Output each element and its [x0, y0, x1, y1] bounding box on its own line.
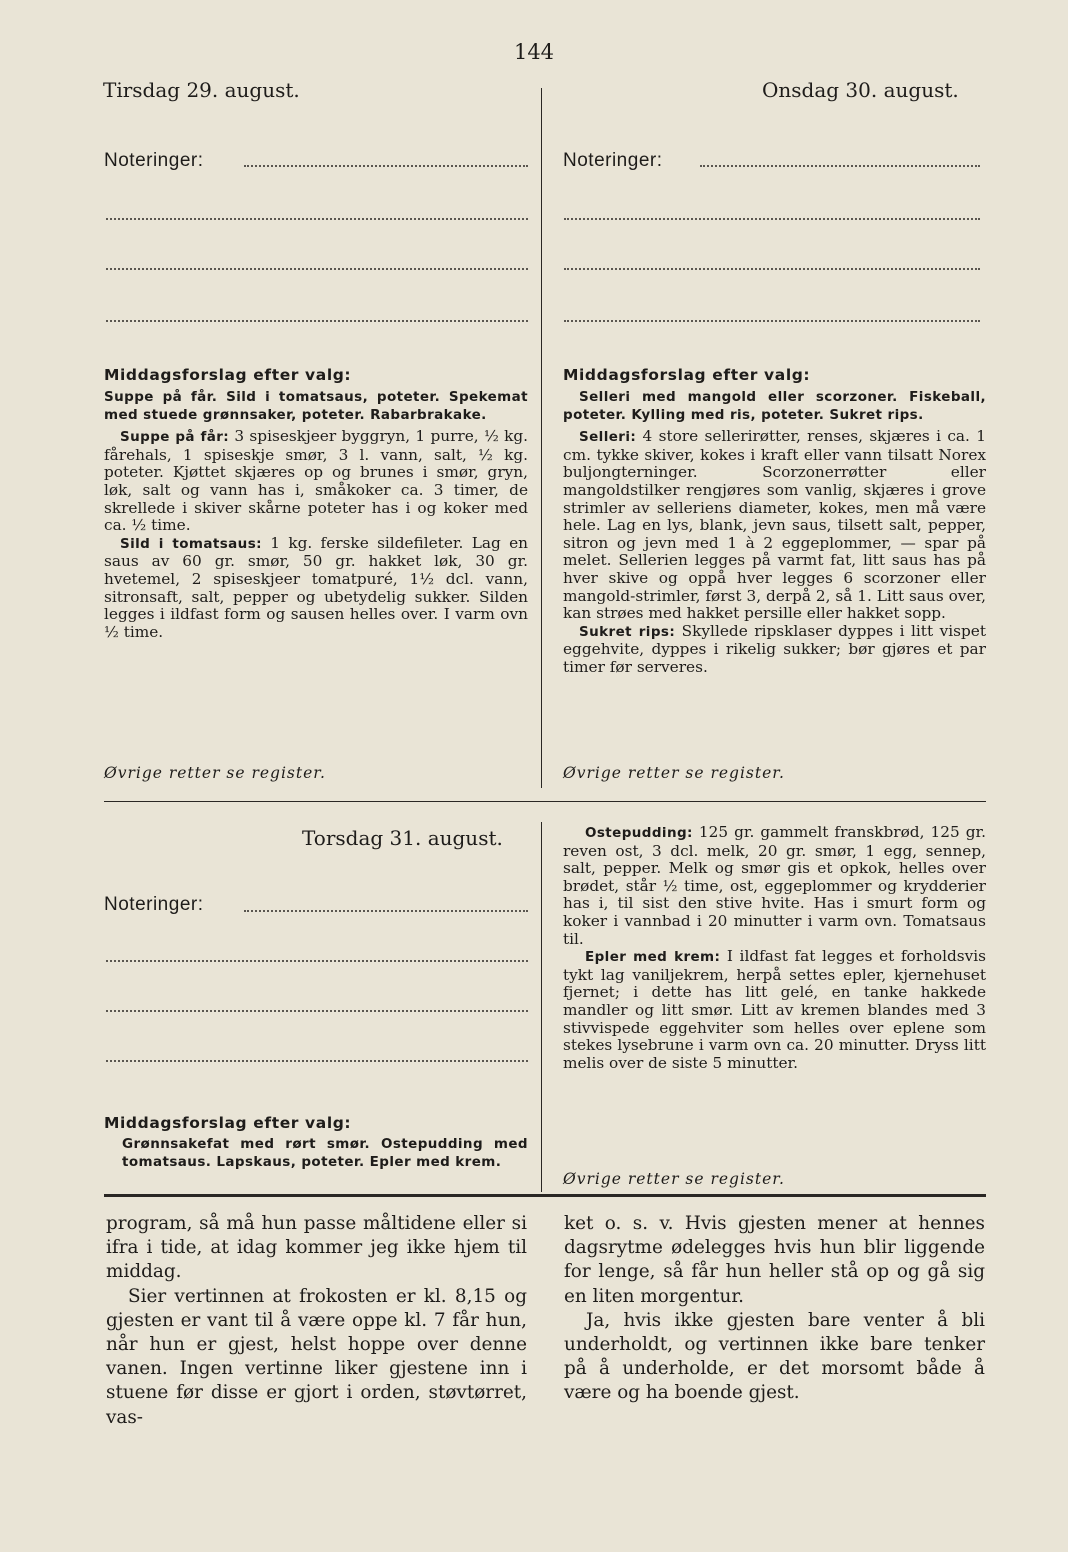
prose-right — [564, 1212, 985, 1406]
notes-label-thursday: Noteringer: — [104, 894, 204, 915]
other-dishes-tuesday: Øvrige retter se register. — [104, 764, 326, 782]
menu-summary-thursday: Grønnsakefat med rørt smør. Ostepudding med tomatsaus. Lapskaus, poteter. Epler med krem. — [122, 1136, 528, 1170]
day-title-thursday: Torsdag 31. august. — [302, 826, 503, 850]
column-divider-bottom — [541, 822, 542, 1192]
notes-line-tuesday-3[interactable] — [106, 268, 528, 270]
recipe-thursday-1 — [563, 824, 986, 948]
prose-right-paragraph-1: ket o. s. v. Hvis gjesten mener at hennes dagsrytme ødelegges hvis hun blir liggende for lenge, så får hun heller stå op og gå sig en liten morgentur. — [564, 1213, 985, 1307]
recipe-name: Sild i tomatsaus: — [120, 535, 262, 552]
menu-label-tuesday: Middagsforslag efter valg: — [104, 366, 352, 384]
notes-line-thursday-2[interactable] — [106, 960, 528, 962]
notes-line-wednesday-2[interactable] — [564, 218, 980, 220]
day-title-wednesday: Onsdag 30. august. — [762, 78, 959, 102]
recipe-text: 125 gr. gammelt franskbrød, 125 gr. reven ost, 3 dcl. melk, 20 gr. smør, 1 egg, sennep, salt, pepper. Melk og smør gis et opkok, helles over brødet, står ½ time, ost, eggeplommer og krydderier has i, til sist den stive hvite. Has i smurt form og koker i vannbad i 20 minutter i varm ovn. Tomatsaus til. — [563, 823, 986, 948]
menu-text-wednesday — [563, 389, 986, 677]
notes-line-wednesday-1[interactable] — [700, 165, 980, 167]
notes-line-thursday-4[interactable] — [106, 1060, 528, 1062]
column-divider-top — [541, 88, 542, 788]
recipe-wednesday-2 — [563, 623, 986, 677]
notes-line-wednesday-4[interactable] — [564, 320, 980, 322]
recipe-wednesday-1 — [563, 428, 986, 623]
notes-line-thursday-3[interactable] — [106, 1010, 528, 1012]
menu-summary-wednesday: Selleri med mangold eller scorzoner. Fiskeball, poteter. Kylling med ris, poteter. Sukret rips. — [563, 389, 986, 423]
notes-line-tuesday-4[interactable] — [106, 320, 528, 322]
day-title-tuesday: Tirsdag 29. august. — [103, 78, 300, 102]
section-divider — [104, 801, 986, 802]
notes-line-tuesday-2[interactable] — [106, 218, 528, 220]
recipe-name: Sukret rips: — [579, 623, 676, 640]
notes-line-thursday-1[interactable] — [244, 910, 528, 912]
prose-left — [106, 1212, 527, 1430]
notes-label-tuesday: Noteringer: — [104, 150, 204, 171]
other-dishes-wednesday: Øvrige retter se register. — [563, 764, 785, 782]
recipe-thursday-2 — [563, 948, 986, 1072]
recipe-text: 3 spiseskjeer byggryn, 1 purre, ½ kg. fårehals, 1 spiseskje smør, 3 l. vann, salt, ½ kg. poteter. Kjøttet skjæres op og brunes i smør, gryn, løk, salt og vann has i, småkoker ca. 3 timer, de skrellede i skiver skårne poteter has i og koker med ca. ½ time. — [104, 427, 528, 535]
menu-text-tuesday — [104, 389, 528, 641]
menu-summary-tuesday: Suppe på får. Sild i tomatsaus, poteter. Spekemat med stuede grønnsaker, poteter. Rabarbrakake. — [104, 389, 528, 423]
recipe-text: 4 store sellerirøtter, renses, skjæres i ca. 1 cm. tykke skiver, kokes i kraft eller vann tilsatt Norex buljongterninger. Scorzonerrøtter eller mangoldstilker rengjøres som vanlig, skjæres i grove strimler av selleriens diameter, kokes, men må være hele. Lag en lys, blank, jevn saus, tilsett salt, pepper, sitron og jevn med 1 à 2 eggeplommer, — spar på melet. Sellerien legges på varmt fat, litt saus has på hver skive og oppå hver legges 6 scorzoner eller mangold-strimler, først 3, derpå 2, så 1. Litt saus over, kan strøes med hakket persille eller hakket sopp. — [563, 427, 986, 623]
recipe-name: Epler med krem: — [585, 949, 721, 966]
notes-line-tuesday-1[interactable] — [244, 165, 528, 167]
notes-line-wednesday-3[interactable] — [564, 268, 980, 270]
notes-label-wednesday: Noteringer: — [563, 150, 663, 171]
recipe-tuesday-2 — [104, 535, 528, 642]
recipe-text: Skyllede ripsklaser dyppes i litt vispet eggehvite, dyppes i rikelig sukker; bør gjøres et par timer før serveres. — [563, 621, 986, 676]
recipe-name: Selleri: — [579, 429, 637, 446]
recipe-text: I ildfast fat legges et forholdsvis tykt lag vaniljekrem, herpå settes epler, kjernehuset fjernet; i dette has litt gelé, en tanke hakkede mandler og litt smør. Litt av kremen blandes med 3 stivvispede eggehviter som helles over eplene som stekes lysebrune i varm ovn ca. 20 minutter. Dryss litt melis over de siste 5 minutter. — [563, 947, 986, 1072]
menu-summary-thursday-wrap — [122, 1136, 528, 1171]
recipes-thursday — [563, 824, 986, 1072]
recipe-tuesday-1 — [104, 428, 528, 535]
recipe-name: Ostepudding: — [585, 825, 693, 841]
menu-label-thursday: Middagsforslag efter valg: — [104, 1114, 352, 1132]
prose-left-paragraph-2: Sier vertinnen at frokosten er kl. 8,15 og gjesten er vant til å være oppe kl. 7 får hun, når hun er gjest, helst hoppe over denne vanen. Ingen vertinne liker gjestene inn i stuene før disse er gjort i orden, støvtørret, vas- — [106, 1285, 527, 1428]
footer-rule — [104, 1194, 986, 1197]
other-dishes-thursday: Øvrige retter se register. — [563, 1170, 785, 1188]
prose-right-paragraph-2: Ja, hvis ikke gjesten bare venter å bli underholdt, og vertinnen ikke bare tenker på å underholde, er det morsomt både å være og ha boende gjest. — [564, 1309, 985, 1404]
page-number: 144 — [513, 40, 555, 64]
prose-left-paragraph-1: program, så må hun passe måltidene eller si ifra i tide, at idag kommer jeg ikke hjem til middag. — [106, 1213, 527, 1283]
menu-label-wednesday: Middagsforslag efter valg: — [563, 366, 811, 384]
recipe-name: Suppe på får: — [120, 429, 230, 446]
recipe-text: 1 kg. ferske sildefileter. Lag en saus av 60 gr. smør, 50 gr. hakket løk, 30 gr. hvetemel, 2 spiseskjeer tomatpuré, 1½ dcl. vann, sitronsaft, salt, pepper og ubetydelig sukker. Silden legges i ildfast form og sausen helles over. I varm ovn ½ time. — [104, 533, 528, 641]
